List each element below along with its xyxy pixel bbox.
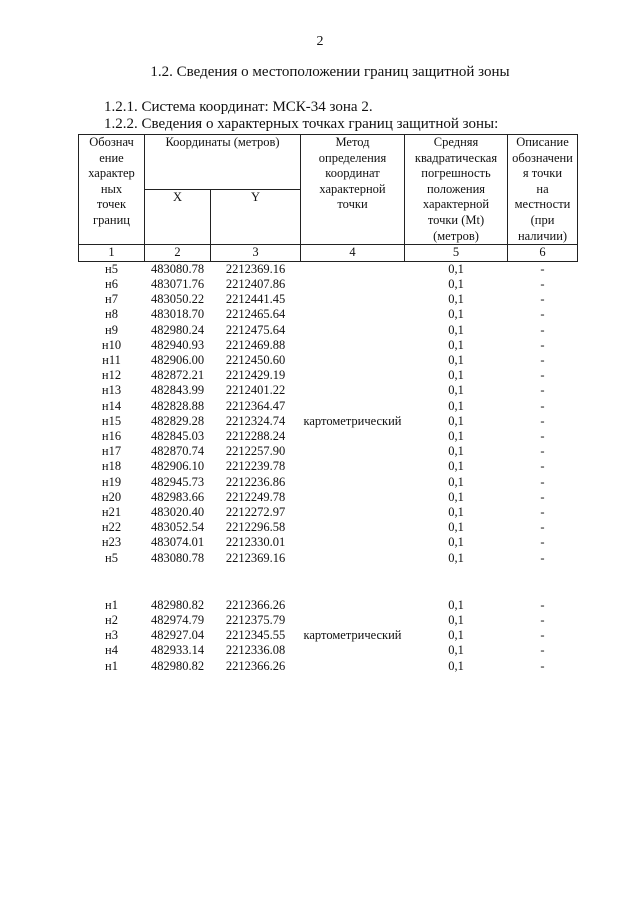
cell-point-id: н10: [101, 337, 122, 352]
cell-coord-y: 2212369.16: [225, 550, 286, 565]
cell-method: [301, 323, 405, 338]
column-numbers-row: [79, 245, 578, 262]
table-row: [79, 444, 578, 459]
cell-coord-y: 2212450.60: [225, 352, 286, 367]
cell-coord-x: 482828.88: [150, 398, 205, 413]
cell-method: [301, 459, 405, 474]
cell-description: -: [540, 658, 545, 673]
cell-method: [301, 399, 405, 414]
cell-mean-error: 0,1: [448, 474, 464, 489]
cell-mean-error: 0,1: [448, 550, 464, 565]
cell-coord-x: 483071.76: [150, 276, 205, 291]
cell-point-id: н23: [101, 535, 122, 550]
cell-description: -: [540, 550, 545, 565]
table-row: [79, 323, 578, 338]
cell-point-id: н11: [102, 352, 121, 367]
cell-mean-error: 0,1: [448, 276, 464, 291]
cell-description: -: [540, 489, 545, 504]
cell-coord-x: 482980.82: [150, 658, 205, 673]
cell-description: -: [540, 292, 545, 307]
cell-coord-y: 2212330.01: [225, 535, 286, 550]
table-row: [79, 307, 578, 322]
cell-coord-y: 2212369.16: [225, 261, 286, 276]
cell-description: -: [540, 276, 545, 291]
boundary-points-table: [78, 134, 578, 674]
cell-point-id: н12: [101, 368, 122, 383]
cell-coord-x: 482945.73: [150, 474, 205, 489]
cell-description: -: [540, 628, 545, 643]
cell-mean-error: 0,1: [448, 322, 464, 337]
cell-coord-x: 483018.70: [150, 307, 205, 322]
cell-coord-y: 2212441.45: [225, 292, 286, 307]
cell-method: [301, 613, 405, 628]
cell-coord-y: 2212469.88: [225, 337, 286, 352]
cell-coord-y: 2212429.19: [225, 368, 286, 383]
cell-mean-error: 0,1: [448, 520, 464, 535]
cell-mean-error: 0,1: [448, 383, 464, 398]
cell-method: картометрический: [303, 628, 402, 643]
cell-coord-x: 482906.00: [150, 352, 205, 367]
cell-point-id: н15: [101, 413, 122, 428]
table-row: [79, 261, 578, 277]
cell-mean-error: 0,1: [448, 413, 464, 428]
cell-method: [301, 307, 405, 322]
cell-description: -: [540, 613, 545, 628]
cell-description: -: [540, 383, 545, 398]
cell-method: [301, 368, 405, 383]
cell-mean-error: 0,1: [448, 643, 464, 658]
cell-description: -: [540, 520, 545, 535]
coordinate-system-line: 1.2.1. Система координат: МСК-34 зона 2.: [104, 99, 373, 115]
cell-method: картометрический: [303, 413, 402, 428]
cell-coord-y: 2212366.26: [225, 658, 286, 673]
cell-mean-error: 0,1: [448, 398, 464, 413]
column-number: 3: [211, 245, 301, 262]
cell-description: -: [540, 368, 545, 383]
cell-description: -: [540, 261, 545, 276]
cell-coord-y: 2212324.74: [225, 413, 286, 428]
cell-description: -: [540, 413, 545, 428]
cell-coord-x: 483080.78: [150, 261, 205, 276]
points-table-title: 1.2.2. Сведения о характерных точках границ защитной зоны:: [104, 116, 499, 132]
cell-description: -: [540, 505, 545, 519]
cell-coord-x: 482933.14: [150, 643, 205, 658]
cell-coord-y: 2212257.90: [225, 444, 286, 459]
cell-description: -: [540, 459, 545, 474]
cell-coord-x: 482906.10: [150, 459, 205, 474]
cell-description: -: [540, 307, 545, 322]
cell-point-id: н9: [105, 322, 118, 337]
cell-method: [301, 643, 405, 658]
cell-mean-error: 0,1: [448, 597, 464, 612]
cell-point-id: н7: [105, 292, 118, 307]
cell-mean-error: 0,1: [448, 337, 464, 352]
cell-coord-x: 482927.04: [150, 628, 205, 643]
header-coordinates: Координаты (метров): [145, 135, 301, 190]
cell-coord-y: 2212336.08: [225, 643, 286, 658]
cell-point-id: н21: [101, 505, 122, 519]
cell-mean-error: 0,1: [448, 444, 464, 459]
cell-point-id: н16: [101, 428, 122, 443]
cell-method: [301, 505, 405, 520]
cell-coord-x: 482872.21: [150, 368, 205, 383]
cell-point-id: н20: [101, 489, 122, 504]
cell-mean-error: 0,1: [448, 459, 464, 474]
table-row: [79, 292, 578, 307]
cell-coord-x: 483052.54: [150, 520, 205, 535]
cell-description: -: [540, 337, 545, 352]
cell-method: [301, 383, 405, 398]
cell-coord-x: 482940.93: [150, 337, 205, 352]
cell-method: [301, 429, 405, 444]
section-title: 1.2. Сведения о местоположении границ защитной зоны: [150, 64, 510, 80]
cell-method: [301, 535, 405, 550]
cell-description: -: [540, 428, 545, 443]
header-x: X: [145, 190, 211, 245]
cell-point-id: н8: [105, 307, 118, 322]
table-row: [79, 429, 578, 444]
cell-coord-y: 2212465.64: [225, 307, 286, 322]
cell-point-id: н17: [101, 444, 122, 459]
cell-mean-error: 0,1: [448, 489, 464, 504]
cell-point-id: н1: [105, 597, 118, 612]
header-y: Y: [211, 190, 301, 245]
cell-coord-y: 2212236.86: [225, 474, 286, 489]
cell-mean-error: 0,1: [448, 613, 464, 628]
cell-method: [301, 490, 405, 505]
cell-coord-x: 482974.79: [150, 613, 205, 628]
table-row: [79, 383, 578, 398]
cell-mean-error: 0,1: [448, 628, 464, 643]
cell-method: [301, 551, 405, 566]
cell-description: -: [540, 398, 545, 413]
cell-coord-x: 482870.74: [150, 444, 205, 459]
cell-coord-x: 483020.40: [150, 505, 205, 519]
cell-coord-x: 482983.66: [150, 489, 205, 504]
cell-coord-y: 2212401.22: [225, 383, 286, 398]
column-number: 1: [79, 245, 145, 262]
cell-coord-x: 482980.24: [150, 322, 205, 337]
cell-coord-y: 2212407.86: [225, 276, 286, 291]
cell-coord-x: 482829.28: [150, 413, 205, 428]
cell-point-id: н3: [105, 628, 118, 643]
header-description: Описание обозначени я точки на местности (при наличии): [508, 135, 578, 245]
cell-method: [301, 261, 405, 277]
cell-method: [301, 598, 405, 613]
table-row: [79, 598, 578, 613]
group-separator: [79, 566, 578, 598]
header-method: Метод определения координат характерной точки: [301, 135, 405, 245]
cell-coord-y: 2212239.78: [225, 459, 286, 474]
cell-point-id: н2: [105, 613, 118, 628]
cell-coord-y: 2212288.24: [225, 428, 286, 443]
column-number: 4: [301, 245, 405, 262]
cell-mean-error: 0,1: [448, 352, 464, 367]
header-point-designation: Обознач ение характер ных точек границ: [79, 135, 145, 245]
cell-method: [301, 338, 405, 353]
cell-coord-x: 483080.78: [150, 550, 205, 565]
cell-coord-y: 2212345.55: [225, 628, 286, 643]
cell-coord-y: 2212296.58: [225, 520, 286, 535]
page-number: 2: [316, 34, 324, 49]
cell-mean-error: 0,1: [448, 505, 464, 519]
cell-coord-y: 2212272.97: [225, 505, 286, 519]
cell-method: [301, 444, 405, 459]
table-row: [79, 338, 578, 353]
cell-point-id: н14: [101, 398, 122, 413]
cell-point-id: н6: [105, 276, 118, 291]
table-row: [79, 399, 578, 414]
table-row: [79, 628, 578, 643]
cell-coord-x: 483074.01: [150, 535, 205, 550]
cell-coord-x: 482843.99: [150, 383, 205, 398]
cell-coord-y: 2212475.64: [225, 322, 286, 337]
table-row: [79, 520, 578, 535]
cell-mean-error: 0,1: [448, 292, 464, 307]
table-row: [79, 551, 578, 566]
cell-description: -: [540, 352, 545, 367]
cell-coord-x: 482845.03: [150, 428, 205, 443]
table-row: [79, 277, 578, 292]
cell-mean-error: 0,1: [448, 368, 464, 383]
cell-description: -: [540, 597, 545, 612]
cell-point-id: н5: [105, 550, 118, 565]
cell-point-id: н22: [101, 520, 122, 535]
table-header: [79, 135, 578, 262]
header-mean-error: Средняя квадратическая погрешность положения характерной точки (Mt) (метров): [405, 135, 508, 245]
table-row: [79, 368, 578, 383]
column-number: 2: [145, 245, 211, 262]
cell-method: [301, 659, 405, 674]
cell-method: [301, 277, 405, 292]
group-separator-cell: [79, 566, 578, 598]
cell-description: -: [540, 643, 545, 658]
cell-description: -: [540, 474, 545, 489]
cell-method: [301, 520, 405, 535]
cell-point-id: н4: [105, 643, 118, 658]
cell-mean-error: 0,1: [448, 428, 464, 443]
table-row: [79, 459, 578, 474]
cell-point-id: н5: [105, 261, 118, 276]
cell-point-id: н19: [101, 474, 122, 489]
cell-description: -: [540, 535, 545, 550]
cell-mean-error: 0,1: [448, 261, 464, 276]
cell-method: [301, 292, 405, 307]
table-row: [79, 613, 578, 628]
column-number: 6: [508, 245, 578, 262]
table-body: [79, 261, 578, 674]
cell-method: [301, 353, 405, 368]
cell-coord-x: 483050.22: [150, 292, 205, 307]
table-row: [79, 643, 578, 658]
cell-mean-error: 0,1: [448, 535, 464, 550]
table-row: [79, 535, 578, 550]
table-row: [79, 353, 578, 368]
cell-point-id: н1: [105, 658, 118, 673]
cell-coord-y: 2212366.26: [225, 597, 286, 612]
cell-description: -: [540, 444, 545, 459]
cell-point-id: н18: [101, 459, 122, 474]
table-row: [79, 490, 578, 505]
table-row: [79, 475, 578, 490]
cell-mean-error: 0,1: [448, 307, 464, 322]
cell-point-id: н13: [101, 383, 122, 398]
cell-coord-y: 2212364.47: [225, 398, 286, 413]
cell-mean-error: 0,1: [448, 658, 464, 673]
cell-coord-y: 2212375.79: [225, 613, 286, 628]
table-row: [79, 414, 578, 429]
table-row: [79, 505, 578, 520]
cell-method: [301, 475, 405, 490]
cell-description: -: [540, 322, 545, 337]
cell-coord-x: 482980.82: [150, 597, 205, 612]
column-number: 5: [405, 245, 508, 262]
cell-coord-y: 2212249.78: [225, 489, 286, 504]
table-row: [79, 659, 578, 674]
